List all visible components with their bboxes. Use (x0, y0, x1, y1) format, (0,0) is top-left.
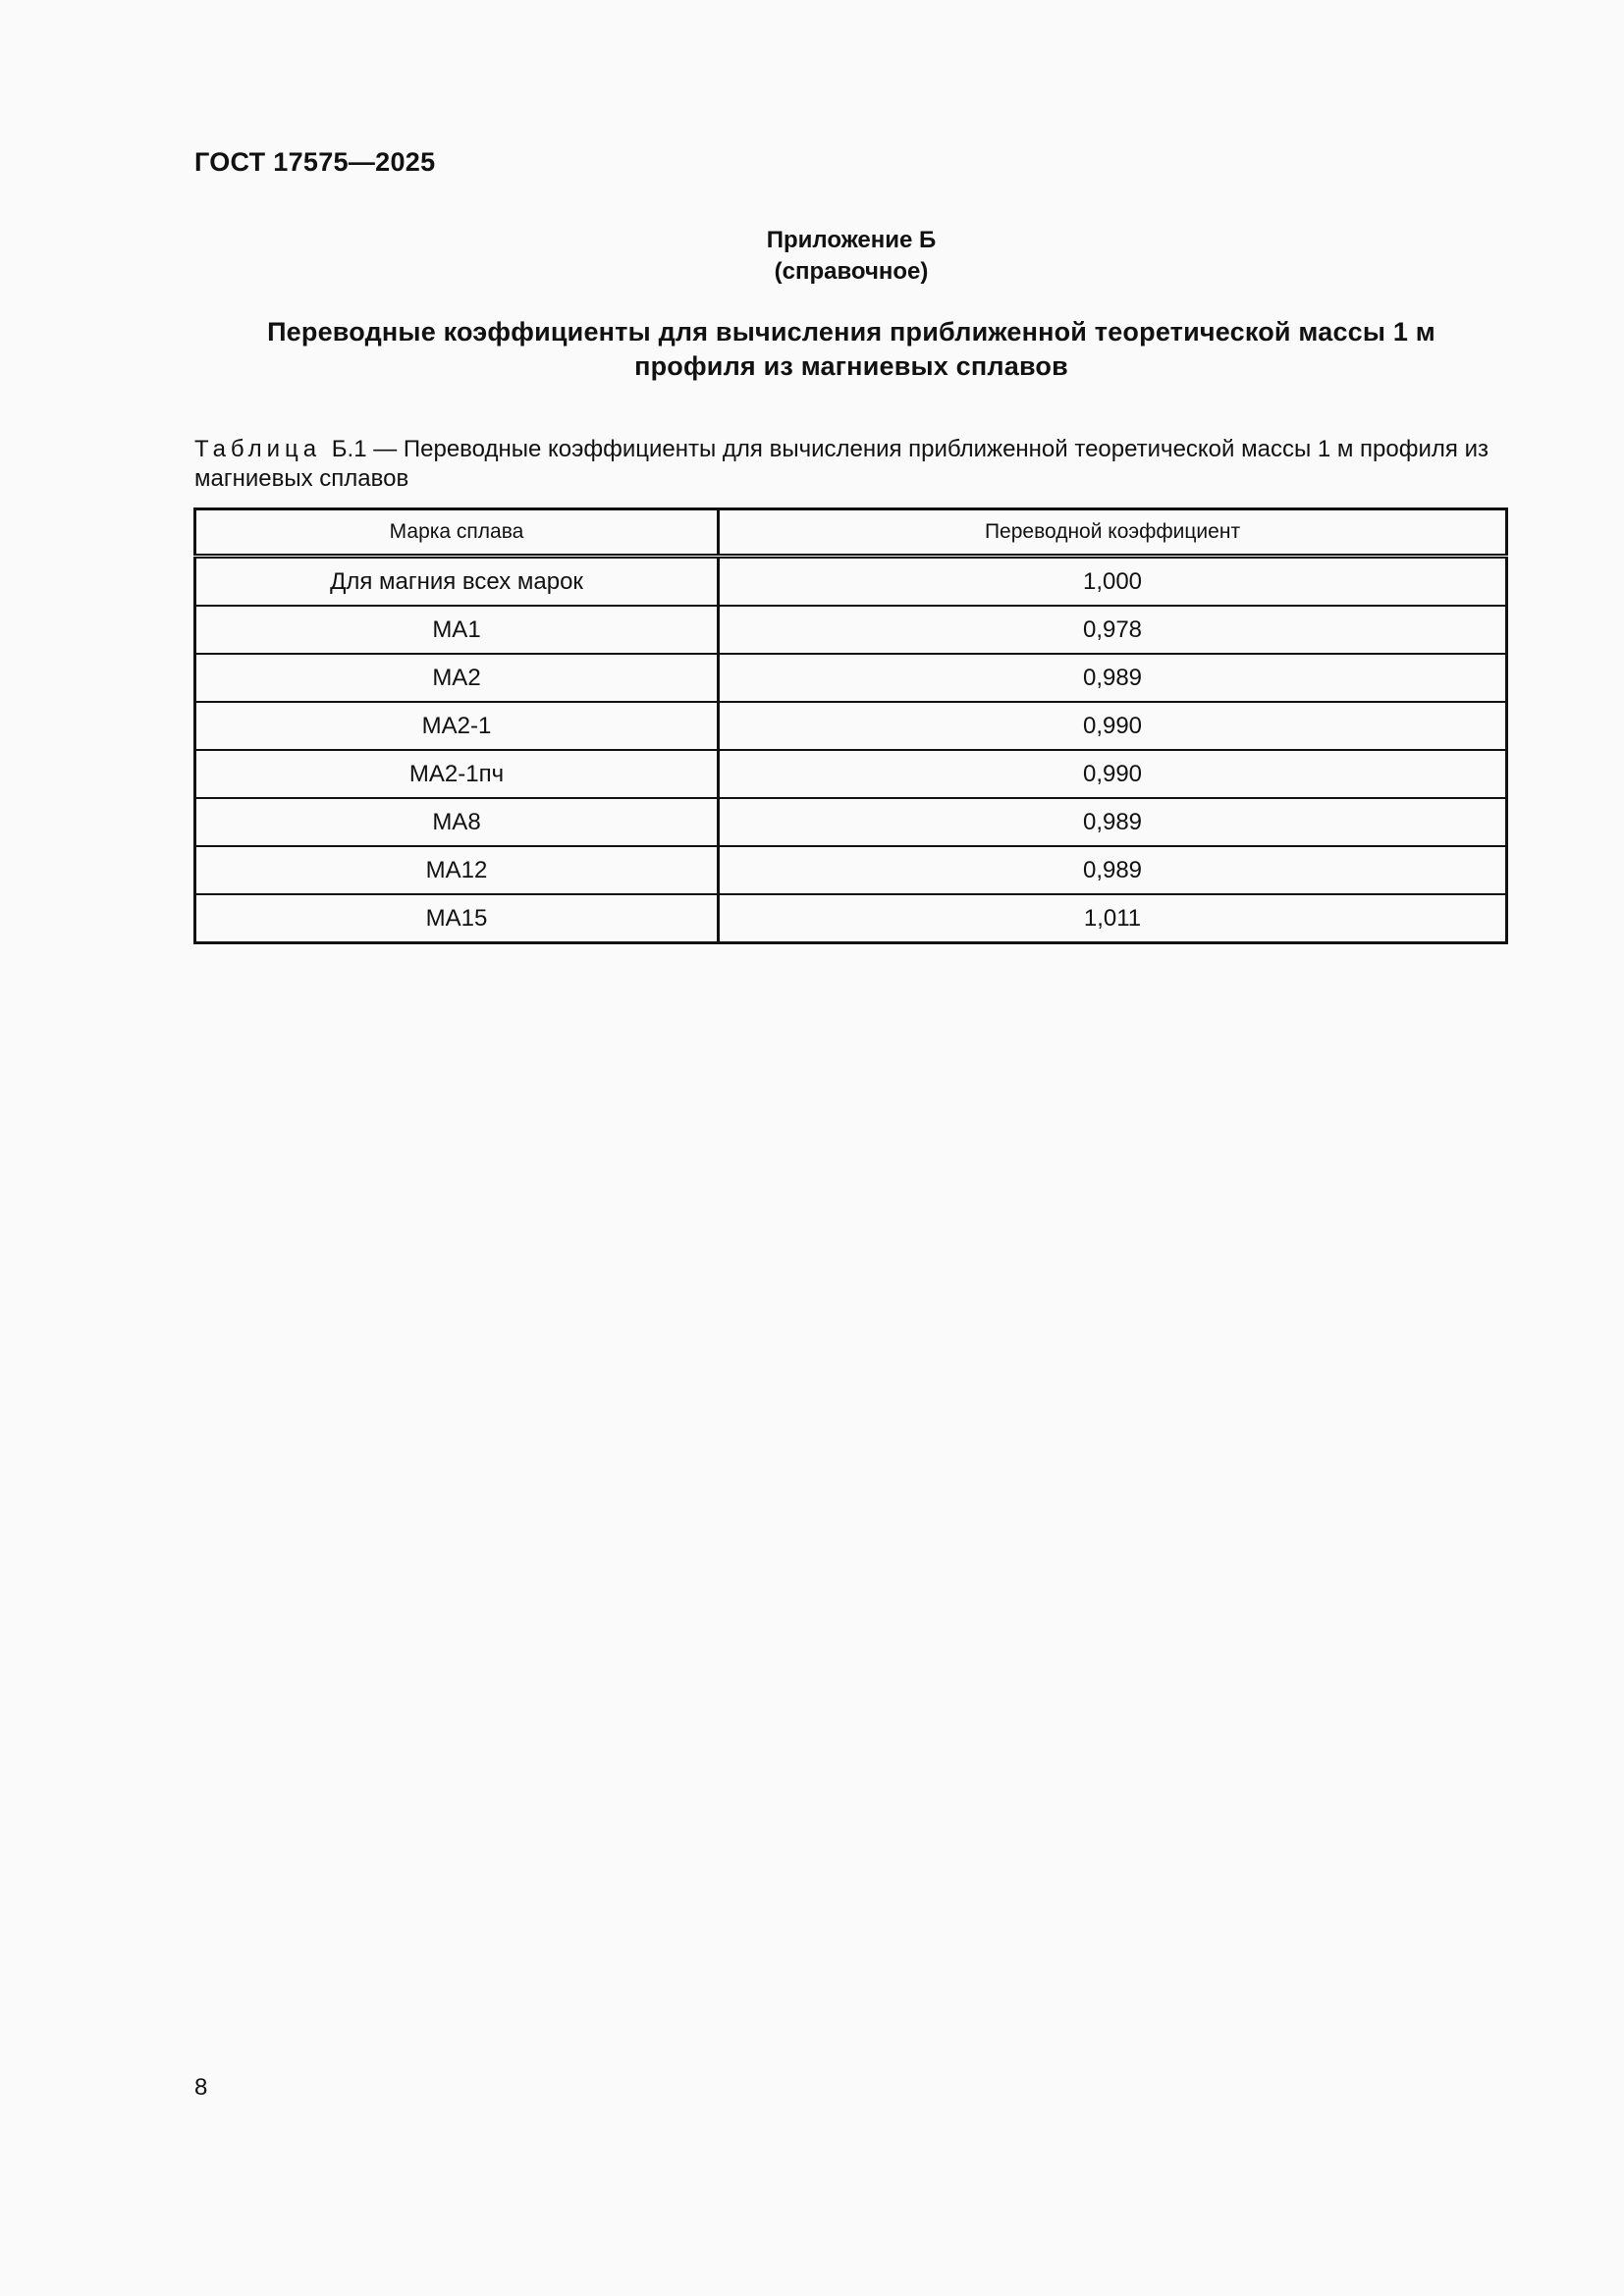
cell-coefficient: 1,000 (719, 557, 1507, 607)
page-number: 8 (194, 2074, 208, 2101)
section-title-line-2: профиля из магниевых сплавов (634, 351, 1068, 381)
table-caption-text: Б.1 — Переводные коэффициенты для вычисления приближенной теоретической массы 1 м профиля из магниевых сплавов (194, 436, 1489, 492)
cell-grade: МА2 (195, 654, 719, 702)
table-caption-label: Таблица (194, 436, 322, 462)
cell-grade: МА15 (195, 894, 719, 943)
table-header-row (195, 509, 1507, 557)
table-row (195, 750, 1507, 798)
cell-coefficient: 0,989 (719, 654, 1507, 702)
table-row (195, 606, 1507, 654)
cell-coefficient: 0,990 (719, 702, 1507, 750)
cell-grade: МА12 (195, 846, 719, 894)
table-caption (194, 435, 1520, 494)
document-code: ГОСТ 17575—2025 (194, 147, 436, 177)
cell-grade: Для магния всех марок (195, 557, 719, 607)
table-row (195, 846, 1507, 894)
table-row (195, 894, 1507, 943)
cell-coefficient: 0,990 (719, 750, 1507, 798)
cell-grade: МА1 (195, 606, 719, 654)
table-row (195, 557, 1507, 607)
cell-coefficient: 1,011 (719, 894, 1507, 943)
table-row (195, 654, 1507, 702)
cell-coefficient: 0,989 (719, 846, 1507, 894)
appendix-title: Приложение Б (766, 227, 937, 253)
table-row (195, 798, 1507, 846)
section-title-line-1: Переводные коэффициенты для вычисления приближенной теоретической массы 1 м (267, 317, 1435, 347)
cell-coefficient: 0,989 (719, 798, 1507, 846)
cell-grade: МА2-1пч (195, 750, 719, 798)
cell-grade: МА8 (195, 798, 719, 846)
cell-grade: МА2-1 (195, 702, 719, 750)
appendix-status: (справочное) (774, 258, 929, 285)
appendix-heading (194, 225, 1508, 288)
cell-coefficient: 0,978 (719, 606, 1507, 654)
column-header-coefficient: Переводной коэффициент (719, 509, 1507, 557)
table-row (195, 702, 1507, 750)
section-title (194, 315, 1508, 384)
coefficient-table (193, 507, 1508, 944)
column-header-grade: Марка сплава (195, 509, 719, 557)
